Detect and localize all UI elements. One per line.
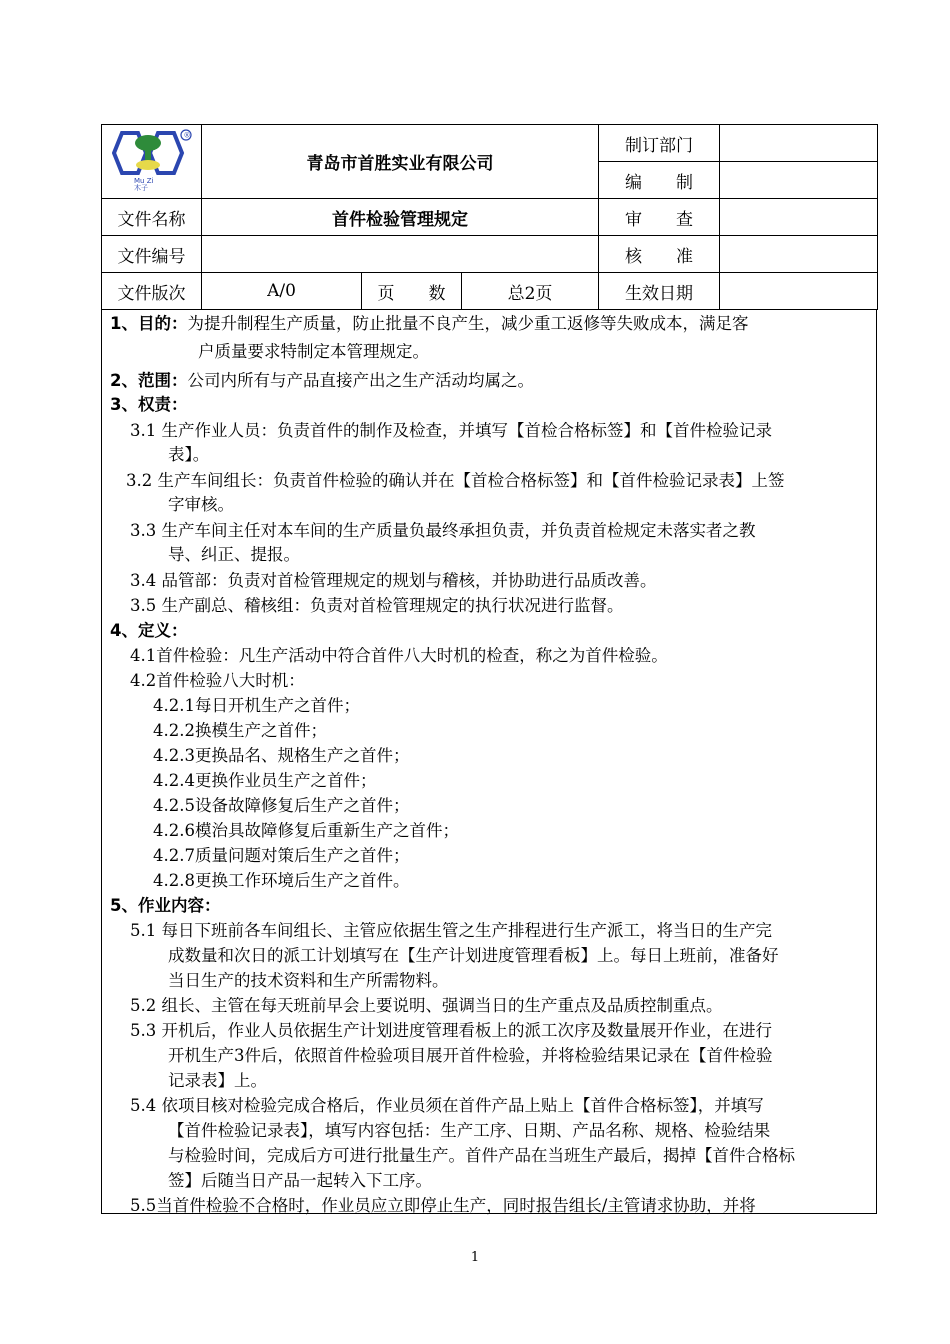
company-logo [112, 127, 192, 191]
line-text: 成数量和次日的派工计划填写在【生产计划进度管理看板】上。每日上班前，准备好 [168, 946, 779, 965]
line-text: 当日生产的技术资料和生产所需物料。 [168, 971, 449, 990]
section-label: 2、范围： [110, 371, 188, 390]
line-text: 户质量要求特制定本管理规定。 [198, 342, 429, 361]
content-line [130, 1194, 756, 1218]
content-line [168, 1069, 267, 1093]
content-line [168, 543, 300, 567]
content-line [130, 519, 756, 543]
line-text: 4.2.5设备故障修复后生产之首件； [153, 796, 410, 815]
line-text: 公司内所有与产品直接产出之生产活动均属之。 [187, 371, 534, 390]
content-line [110, 619, 187, 643]
approve-label: 核 准 [599, 236, 720, 273]
content-line [153, 869, 409, 893]
line-text: 4.2.7质量问题对策后生产之首件； [153, 846, 410, 865]
content-line [110, 393, 187, 417]
dept-value [720, 125, 878, 162]
line-text: 导、纠正、提报。 [168, 545, 300, 564]
content-line [130, 594, 624, 618]
content-line [130, 644, 668, 668]
content-line [168, 1169, 432, 1193]
dept-label: 制订部门 [599, 125, 720, 162]
line-text: 4.2.8更换工作环境后生产之首件。 [153, 871, 410, 890]
compile-value [720, 162, 878, 199]
document-body [101, 310, 877, 1214]
content-line [130, 419, 772, 443]
line-text: 4.2首件检验八大时机： [130, 671, 305, 690]
content-line [126, 469, 785, 493]
content-line [168, 1044, 773, 1068]
file-no-value [202, 236, 599, 273]
content-line [153, 844, 409, 868]
logo-brand-cn: 木子 [133, 184, 148, 191]
line-text: 5.5当首件检验不合格时，作业员应立即停止生产，同时报告组长/主管请求协助，并将 [130, 1196, 756, 1215]
line-text: 4.2.6模治具故障修复后重新生产之首件； [153, 821, 459, 840]
file-name-value: 首件检验管理规定 [202, 199, 599, 236]
content-line [110, 312, 748, 336]
file-version-label: 文件版次 [102, 273, 202, 310]
header-table [101, 124, 878, 310]
line-text: 3.4 品管部：负责对首检管理规定的规划与稽核，并协助进行品质改善。 [130, 571, 657, 590]
line-text: 4.2.1每日开机生产之首件； [153, 696, 360, 715]
line-text: 记录表】上。 [168, 1071, 267, 1090]
line-text: 表】。 [168, 445, 210, 464]
content-line [130, 994, 723, 1018]
line-text: 开机生产3件后，依照首件检验项目展开首件检验，并将检验结果记录在【首件检验 [168, 1046, 773, 1065]
content-line [168, 443, 209, 467]
registered-mark: ® [183, 131, 190, 140]
line-text: 5.4 依项目核对检验完成合格后，作业员须在首件产品上贴上【首件合格标签】，并填写 [130, 1096, 764, 1115]
company-name: 青岛市首胜实业有限公司 [202, 125, 599, 199]
page-number: 1 [470, 1250, 480, 1265]
effective-date-value [720, 273, 878, 310]
content-line [130, 669, 305, 693]
content-line [110, 369, 534, 393]
section-label: 3、权责： [110, 395, 188, 414]
review-value [720, 199, 878, 236]
line-text: 【首件检验记录表】，填写内容包括：生产工序、日期、产品名称、规格、检验结果 [168, 1121, 771, 1140]
effective-date-label: 生效日期 [599, 273, 720, 310]
pages-value: 总2页 [462, 273, 599, 310]
line-text: 5.2 组长、主管在每天班前早会上要说明、强调当日的生产重点及品质控制重点。 [130, 996, 723, 1015]
logo-brand-text: Mu Zi [133, 177, 153, 185]
line-text: 3.3 生产车间主任对本车间的生产质量负最终承担负责，并负责首检规定未落实者之教 [130, 521, 756, 540]
file-name-label: 文件名称 [102, 199, 202, 236]
review-label: 审 查 [599, 199, 720, 236]
content-line [168, 1119, 770, 1143]
content-line [153, 744, 409, 768]
line-text: 字审核。 [168, 495, 234, 514]
line-text: 3.5 生产副总、稽核组：负责对首检管理规定的执行状况进行监督。 [130, 596, 624, 615]
section-label: 5、作业内容： [110, 896, 221, 915]
content-line [153, 819, 459, 843]
content-line [198, 340, 429, 364]
content-line [168, 493, 234, 517]
line-text: 5.3 开机后，作业人员依据生产计划进度管理看板上的派工次序及数量展开作业，在进行 [130, 1021, 772, 1040]
content-line [168, 1144, 795, 1168]
approve-value [720, 236, 878, 273]
line-text: 4.1首件检验：凡生产活动中符合首件八大时机的检查，称之为首件检验。 [130, 646, 668, 665]
section-label: 4、定义： [110, 621, 188, 640]
line-text: 5.1 每日下班前各车间组长、主管应依据生管之生产排程进行生产派工，将当日的生产完 [130, 921, 772, 940]
compile-label: 编 制 [599, 162, 720, 199]
content-line [130, 1094, 764, 1118]
line-text: 4.2.3更换品名、规格生产之首件； [153, 746, 410, 765]
content-line [153, 694, 360, 718]
content-line [153, 719, 327, 743]
content-line [130, 569, 657, 593]
content-line [153, 769, 376, 793]
section-label: 1、目的： [110, 314, 188, 333]
line-text: 签】后随当日产品一起转入下工序。 [168, 1171, 432, 1190]
content-line [153, 794, 409, 818]
line-text: 4.2.4更换作业员生产之首件； [153, 771, 377, 790]
content-line [168, 944, 779, 968]
file-no-label: 文件编号 [102, 236, 202, 273]
line-text: 3.1 生产作业人员：负责首件的制作及检查，并填写【首检合格标签】和【首件检验记录 [130, 421, 772, 440]
content-line [168, 969, 449, 993]
line-text: 4.2.2换模生产之首件； [153, 721, 327, 740]
content-line [130, 1019, 772, 1043]
logo-cell [102, 125, 202, 199]
file-version-value: A/0 [202, 273, 362, 310]
content-line [130, 919, 772, 943]
line-text: 与检验时间，完成后方可进行批量生产。首件产品在当班生产最后，揭掉【首件合格标 [168, 1146, 795, 1165]
line-text: 3.2 生产车间组长：负责首件检验的确认并在【首检合格标签】和【首件检验记录表】上签 [126, 471, 785, 490]
pages-label: 页 数 [362, 273, 462, 310]
content-line [110, 894, 220, 918]
line-text: 为提升制程生产质量，防止批量不良产生，减少重工返修等失败成本，满足客 [187, 314, 749, 333]
